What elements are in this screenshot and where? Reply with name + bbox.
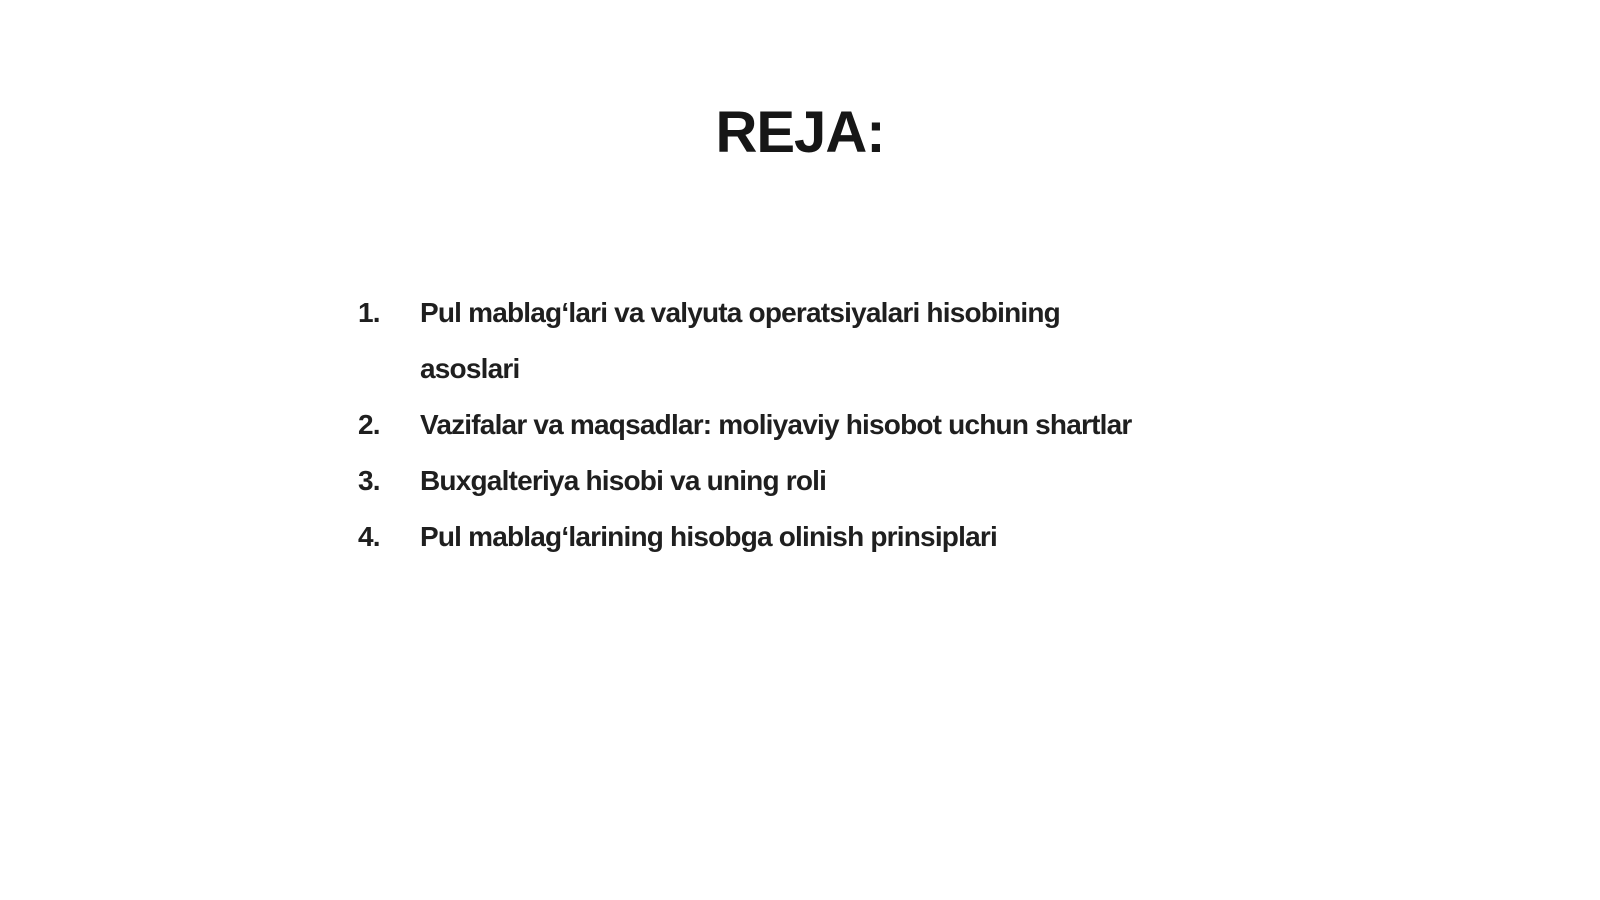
plan-item-text: Vazifalar va maqsadlar: moliyaviy hisobot uchun shartlar (420, 409, 1132, 440)
plan-item-3 (358, 453, 1238, 509)
plan-list (358, 285, 1238, 565)
plan-item-text: Pul mablag‘lari va valyuta operatsiyalari hisobining asoslari (420, 297, 1060, 384)
plan-item-1 (358, 285, 1238, 397)
plan-item-2 (358, 397, 1238, 453)
slide-title: REJA: (715, 100, 885, 165)
plan-item-number: 4. (358, 521, 380, 552)
plan-item-number: 1. (358, 297, 380, 328)
plan-item-4 (358, 509, 1238, 565)
plan-item-text: Pul mablag‘larining hisobga olinish prinsiplari (420, 521, 997, 552)
plan-item-text: Buxgalteriya hisobi va uning roli (420, 465, 827, 496)
plan-item-number: 3. (358, 465, 380, 496)
plan-item-number: 2. (358, 409, 380, 440)
